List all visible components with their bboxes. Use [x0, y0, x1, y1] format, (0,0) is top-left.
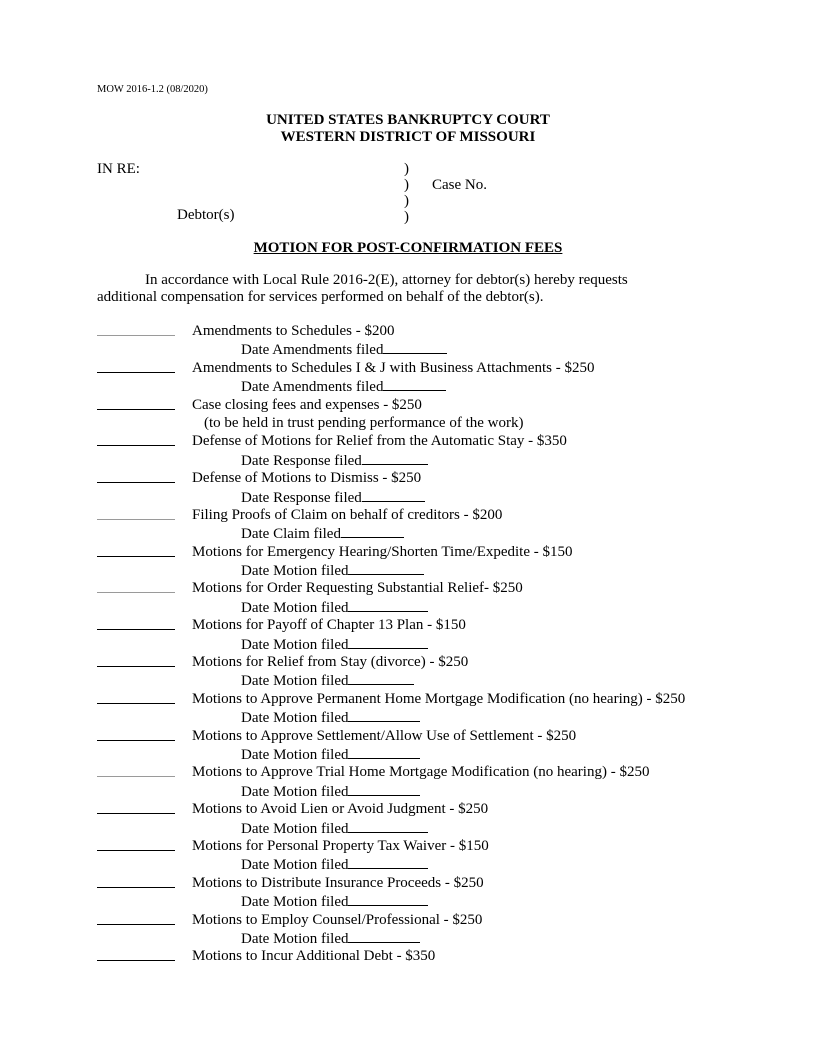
fee-item	[0, 616, 816, 634]
caption-paren: )	[404, 161, 409, 177]
fee-item	[0, 727, 816, 745]
fee-item	[0, 506, 816, 524]
fee-item	[0, 432, 816, 450]
date-filed-label: Date Motion filed	[241, 673, 349, 690]
fee-date-row	[0, 488, 816, 506]
fee-item	[0, 800, 816, 818]
date-filed-blank[interactable]	[383, 340, 447, 354]
fee-date-row	[0, 598, 816, 616]
fee-sub-wrap	[241, 929, 420, 948]
fee-item	[0, 469, 816, 487]
fee-date-row	[0, 451, 816, 469]
fee-note-text: (to be held in trust pending performance of the work)	[204, 414, 524, 431]
fee-item	[0, 947, 816, 965]
fee-item	[0, 653, 816, 671]
date-filed-label: Date Motion filed	[241, 710, 349, 727]
fee-sub-wrap	[241, 451, 428, 470]
date-filed-label: Date Motion filed	[241, 563, 349, 580]
fee-check-blank[interactable]	[97, 372, 175, 373]
fee-item-label: Motions to Employ Counsel/Professional - $250	[192, 911, 483, 928]
fee-sub-wrap	[241, 561, 424, 580]
fee-date-row	[0, 524, 816, 542]
fee-check-blank[interactable]	[97, 666, 175, 667]
court-district: WESTERN DISTRICT OF MISSOURI	[280, 129, 536, 145]
motion-title: MOTION FOR POST-CONFIRMATION FEES	[253, 240, 563, 256]
fee-sub-wrap	[241, 377, 446, 396]
date-filed-label: Date Motion filed	[241, 820, 349, 837]
caption-paren: )	[404, 177, 409, 193]
date-filed-label: Date Motion filed	[241, 894, 349, 911]
fee-sub-wrap	[204, 414, 523, 432]
date-filed-blank[interactable]	[348, 819, 428, 833]
fee-sub-wrap	[241, 855, 428, 874]
fee-sub-wrap	[241, 340, 447, 359]
fee-sub-wrap	[241, 819, 428, 838]
fee-item-label: Amendments to Schedules I & J with Business Attachments - $250	[192, 359, 595, 376]
fee-item	[0, 359, 816, 377]
fee-sub-wrap	[241, 782, 420, 801]
fee-item-label: Motions to Approve Permanent Home Mortgage Modification (no hearing) - $250	[192, 690, 686, 707]
fee-date-row	[0, 671, 816, 689]
fee-item	[0, 763, 816, 781]
date-filed-label: Date Motion filed	[241, 783, 349, 800]
fee-item-label: Case closing fees and expenses - $250	[192, 396, 422, 413]
fee-check-blank[interactable]	[97, 960, 175, 961]
fee-date-row	[0, 340, 816, 358]
date-filed-blank[interactable]	[348, 855, 428, 869]
date-filed-label: Date Motion filed	[241, 930, 349, 947]
caption-paren: )	[404, 209, 409, 225]
date-filed-label: Date Motion filed	[241, 636, 349, 653]
fee-date-row	[0, 782, 816, 800]
intro-line: additional compensation for services performed on behalf of the debtor(s).	[97, 289, 544, 305]
fee-item	[0, 322, 816, 340]
fee-item-label: Motions to Distribute Insurance Proceeds - $250	[192, 874, 484, 891]
fee-date-row	[0, 561, 816, 579]
date-filed-blank[interactable]	[348, 671, 414, 685]
fee-sub-wrap	[241, 671, 414, 690]
fee-date-row	[0, 819, 816, 837]
fee-item	[0, 837, 816, 855]
fee-item-label: Filing Proofs of Claim on behalf of creditors - $200	[192, 506, 503, 523]
fee-item	[0, 911, 816, 929]
fee-check-blank[interactable]	[97, 629, 175, 630]
fee-date-row	[0, 708, 816, 726]
date-filed-label: Date Amendments filed	[241, 342, 384, 359]
fee-item-label: Motions for Payoff of Chapter 13 Plan - $150	[192, 617, 466, 634]
date-filed-blank[interactable]	[348, 598, 428, 612]
fee-item	[0, 874, 816, 892]
fee-sub-wrap	[241, 892, 428, 911]
case-no-label: Case No.	[432, 177, 487, 193]
fee-check-blank[interactable]	[97, 924, 175, 925]
date-filed-blank[interactable]	[348, 708, 420, 722]
fee-check-blank[interactable]	[97, 887, 175, 888]
fee-sub-wrap	[241, 745, 420, 764]
fee-check-blank[interactable]	[97, 703, 175, 704]
fee-item-label: Motions for Relief from Stay (divorce) - $250	[192, 654, 469, 671]
fee-sub-wrap	[241, 488, 425, 507]
fee-item-label: Motions to Approve Trial Home Mortgage Modification (no hearing) - $250	[192, 764, 650, 781]
fee-item-label: Defense of Motions for Relief from the Automatic Stay - $350	[192, 433, 567, 450]
fee-item-label: Amendments to Schedules - $200	[192, 323, 395, 339]
fee-item-label: Motions to Approve Settlement/Allow Use of Settlement - $250	[192, 727, 577, 744]
fee-item-label: Motions for Order Requesting Substantial Relief- $250	[192, 580, 523, 597]
fee-item-label: Motions for Personal Property Tax Waiver - $150	[192, 837, 489, 854]
date-filed-label: Date Response filed	[241, 452, 362, 469]
fee-date-row	[0, 745, 816, 763]
date-filed-blank[interactable]	[348, 745, 420, 759]
date-filed-blank[interactable]	[341, 524, 404, 538]
fee-date-row	[0, 855, 816, 873]
fee-check-blank[interactable]	[97, 556, 175, 557]
date-filed-label: Date Amendments filed	[241, 379, 384, 396]
case-caption	[0, 161, 816, 231]
date-filed-label: Date Motion filed	[241, 746, 349, 763]
fee-check-blank[interactable]	[97, 409, 175, 410]
fee-check-blank[interactable]	[97, 740, 175, 741]
fee-check-blank[interactable]	[97, 776, 175, 777]
date-filed-label: Date Claim filed	[241, 526, 341, 543]
intro-paragraph	[97, 272, 737, 306]
date-filed-blank[interactable]	[348, 635, 428, 649]
form-code: MOW 2016-1.2 (08/2020)	[97, 84, 208, 95]
fee-sub-wrap	[241, 635, 428, 654]
fee-date-row	[0, 929, 816, 947]
fee-date-row	[0, 892, 816, 910]
fee-item	[0, 543, 816, 561]
fee-item	[0, 396, 816, 414]
date-filed-blank[interactable]	[383, 377, 446, 391]
fee-check-blank[interactable]	[97, 335, 175, 336]
fee-item-note	[0, 414, 816, 432]
date-filed-blank[interactable]	[348, 561, 424, 575]
fee-sub-wrap	[241, 598, 428, 617]
debtor-label: Debtor(s)	[177, 207, 235, 223]
fee-sub-wrap	[241, 708, 420, 727]
fee-check-blank[interactable]	[97, 592, 175, 593]
date-filed-label: Date Motion filed	[241, 857, 349, 874]
date-filed-blank[interactable]	[362, 451, 428, 465]
fee-item-label: Motions to Incur Additional Debt - $350	[192, 948, 436, 965]
court-name: UNITED STATES BANKRUPTCY COURT	[266, 112, 550, 128]
date-filed-blank[interactable]	[362, 488, 425, 502]
caption-paren: )	[404, 193, 409, 209]
fee-check-blank[interactable]	[97, 850, 175, 851]
intro-line: In accordance with Local Rule 2016-2(E), attorney for debtor(s) hereby requests	[145, 272, 628, 288]
fee-item	[0, 690, 816, 708]
fee-check-blank[interactable]	[97, 519, 175, 520]
fee-sub-wrap	[241, 524, 404, 543]
in-re-label: IN RE:	[97, 161, 140, 177]
date-filed-blank[interactable]	[348, 929, 420, 943]
date-filed-label: Date Motion filed	[241, 599, 349, 616]
fee-item	[0, 579, 816, 597]
fee-item-label: Motions for Emergency Hearing/Shorten Time/Expedite - $150	[192, 543, 573, 560]
fee-date-row	[0, 635, 816, 653]
date-filed-blank[interactable]	[348, 892, 428, 906]
fee-check-blank[interactable]	[97, 482, 175, 483]
date-filed-blank[interactable]	[348, 782, 420, 796]
fee-item-label: Motions to Avoid Lien or Avoid Judgment - $250	[192, 801, 489, 818]
fee-list	[0, 322, 816, 966]
fee-item-label: Defense of Motions to Dismiss - $250	[192, 470, 422, 487]
fee-check-blank[interactable]	[97, 445, 175, 446]
fee-date-row	[0, 377, 816, 395]
fee-check-blank[interactable]	[97, 813, 175, 814]
date-filed-label: Date Response filed	[241, 489, 362, 506]
